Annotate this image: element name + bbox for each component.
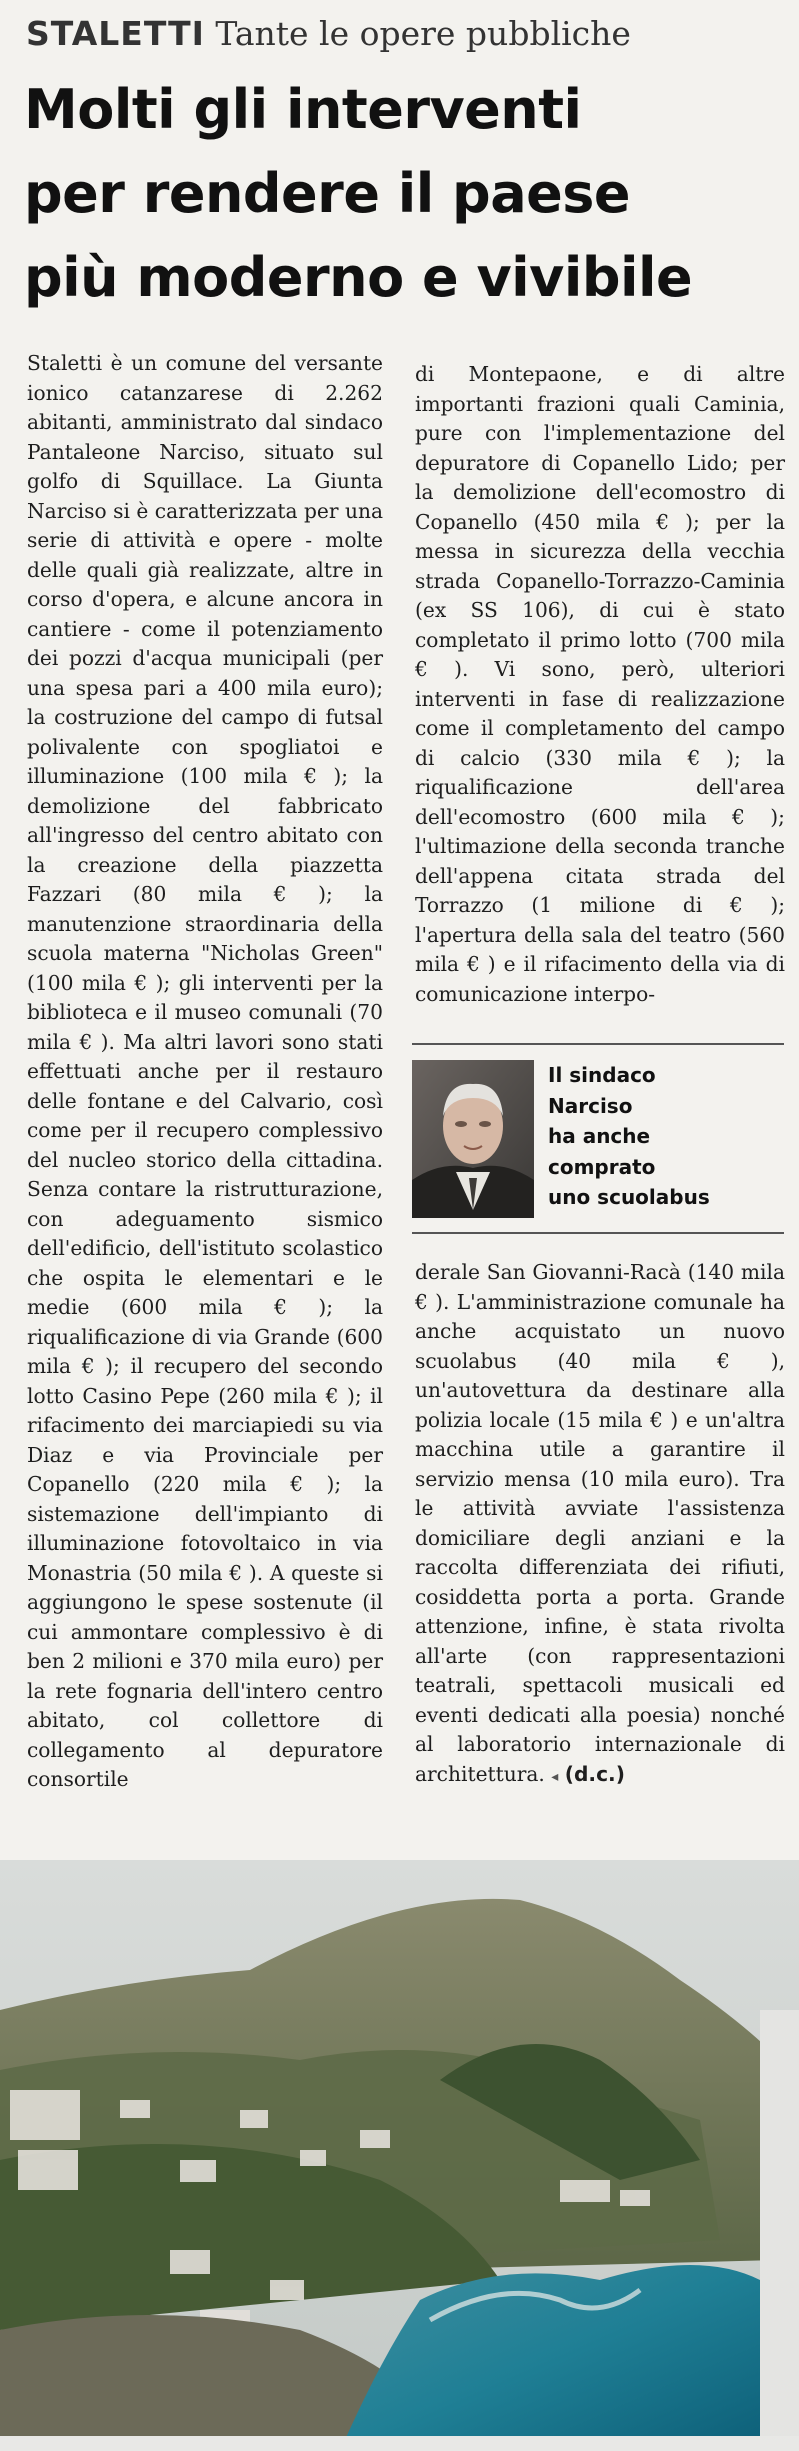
photo-caption (548, 1060, 778, 1213)
coastline-photo (0, 1860, 799, 2451)
caption-bottom-rule (412, 1232, 784, 1234)
article-column-right-top: di Montepaone, e di altre importanti frazioni quali Caminia, pure con l'implementazione del depuratore di Copanello Lido; per la demolizione dell'ecomostro di Copanello (450 mila € ); per la messa in sicurezza della vecchia strada Copanello-Torrazzo-Caminia (ex SS 106), di cui è stato completato il primo lotto (700 mila € ). Vi sono, però, ulteriori interventi in fase di realizzazione come il completamento del campo di calcio (330 mila € ); la riqualificazione dell'area dell'ecomostro (600 mila € ); l'ultimazione della seconda tranche dell'appena citata strada del Torrazzo (1 milione di € ); l'apertura della sala del teatro (560 mila € ) e il rifacimento della via di comunicazione interpo- (415, 362, 785, 1006)
caption-line-5: uno scuolabus (548, 1185, 710, 1209)
author-signature: (d.c.) (564, 1761, 625, 1786)
headline (24, 68, 784, 320)
article-column-left: Staletti è un comune del versante ionico catanzarese di 2.262 abitanti, amministrato dal sindaco Pantaleone Narciso, situato sul golfo di Squillace. La Giunta Narciso si è caratterizzata per una serie di attività e opere - molte delle quali già realizzate, altre in corso d'opera, e alcune ancora in cantiere - come il potenziamento dei pozzi d'acqua municipali (per una spesa pari a 400 mila euro); la costruzione del campo di futsal polivalente con spogliatoi e illuminazione (100 mila € ); la demolizione del fabbricato all'ingresso del centro abitato con la creazione della piazzetta Fazzari (80 mila € ); la manutenzione straordinaria della scuola materna "Nicholas Green" (100 mila € ); gli interventi per la biblioteca e il museo comunali (70 mila € ). Ma altri lavori sono stati effettuati anche per il restauro delle fontane e del Calvario, così come per il recupero complessivo del nucleo storico della cittadina. Senza contare la ristrutturazione, con adeguamento sismico dell'edificio, dell'istituto scolastico che ospita le elementari e le medie (600 mila € ); la riqualificazione di via Grande (600 mila € ); il recupero del secondo lotto Casino Pepe (260 mila € ); il rifacimento dei marciapiedi su via Diaz e via Provinciale per Copanello (220 mila € ); la sistemazione dell'impianto di illuminazione fotovoltaico in via Monastria (50 mila € ). A queste si aggiungono le spese sostenute (il cui ammontare complessivo è di ben 2 milioni e 370 mila euro) per la rete fognaria dell'intero centro abitato, col collettore di collegamento al depuratore consortile (27, 351, 383, 1791)
end-mark-icon: ◂ (551, 1768, 559, 1785)
caption-line-3: ha anche (548, 1124, 651, 1148)
caption-top-rule (412, 1043, 784, 1045)
caption-line-4: comprato (548, 1154, 656, 1179)
kicker-place: STALETTI (26, 14, 205, 53)
kicker (26, 12, 631, 56)
headline-line-2: per rendere il paese (24, 162, 631, 225)
mayor-portrait-photo (412, 1060, 534, 1218)
article-body-end: derale San Giovanni-Racà (140 mila € ). L'amministrazione comunale ha anche acquistato un nuovo scuolabus (40 mila € ), un'autovettura da destinare alla polizia locale (15 mila € ) e un'altra macchina utile a garantire il servizio mensa (10 mila euro). Tra le attività avviate l'assistenza domiciliare degli anziani e la raccolta differenziata dei rifiuti, cosiddetta porta a porta. Grande attenzione, infine, è stata rivolta all'arte (con rappresentazioni teatrali, spettacoli musicali ed eventi dedicati alla poesia) nonché al laboratorio internazionale di architettura. (415, 1260, 785, 1786)
caption-line-1: Il sindaco (548, 1063, 656, 1087)
headline-line-3: più moderno e vivibile (24, 246, 693, 309)
page-edge (0, 2436, 799, 2451)
article-column-right-bottom (415, 1258, 785, 1792)
headline-line-1: Molti gli interventi (24, 78, 582, 141)
photo-caption-box (412, 1060, 784, 1240)
kicker-subtitle: Tante le opere pubbliche (215, 14, 631, 53)
caption-line-2: Narciso (548, 1093, 633, 1118)
